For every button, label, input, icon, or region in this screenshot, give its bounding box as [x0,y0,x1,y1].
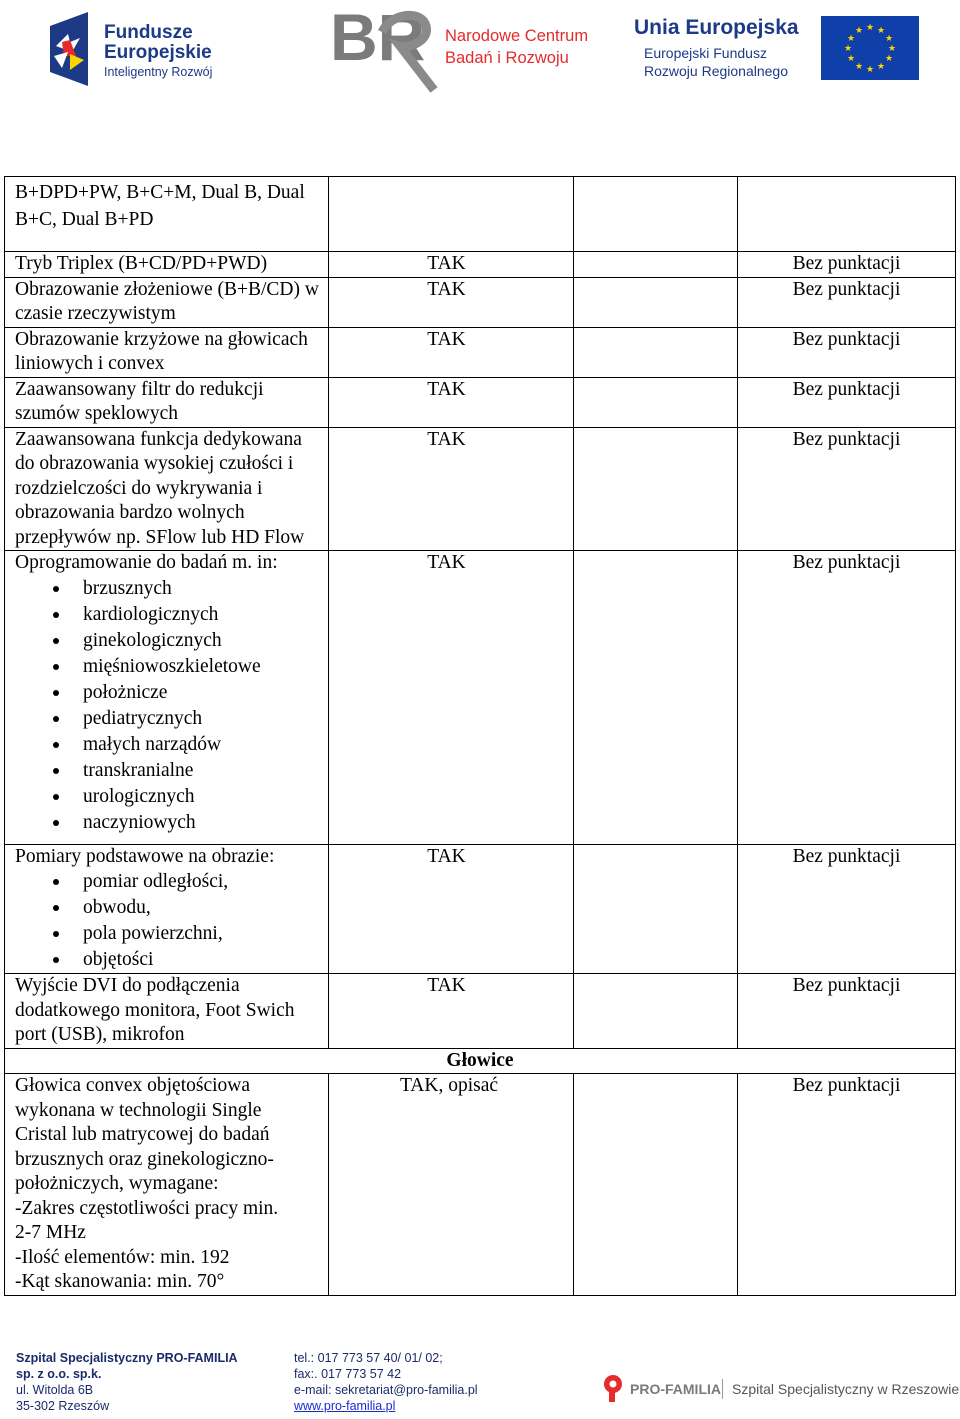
table-row [5,1048,956,1074]
required-cell [329,252,574,278]
probe-line: -Ilość elementów: min. 192 [15,1246,230,1268]
software-list [15,576,324,836]
footer-street: ul. Witolda 6B [16,1383,94,1397]
list-item: pomiar odległości, [15,869,324,895]
probe-line: Cristal lub matrycowej do badań [15,1124,270,1145]
table-row [5,551,956,845]
required-cell [329,427,574,551]
required-value: TAK [427,552,466,573]
list-item: kardiologicznych [15,602,324,628]
required-cell [329,327,574,377]
section-heading: Głowice [446,1049,514,1071]
required-value: TAK [427,278,466,300]
footer-website-link[interactable]: www.pro-familia.pl [294,1399,396,1413]
required-value: TAK [427,845,466,867]
score-cell: Bez punktacji [738,277,956,327]
ue-logo-line2: Europejski Fundusz [644,45,767,61]
offered-cell [574,844,738,974]
bullet-icon [53,716,59,722]
table-row [5,252,956,278]
fe-logo-line3: Inteligentny Rozwój [104,65,213,79]
bullet-icon [53,612,59,618]
list-item: ginekologicznych [15,628,324,654]
bullet-icon [53,905,59,911]
bullet-icon [53,794,59,800]
table-row [5,327,956,377]
probe-line: -Kąt skanowania: min. 70° [15,1271,225,1292]
table-row [5,177,956,252]
required-value: TAK [427,328,466,350]
param-cell: Zaawansowana funkcja dedykowana do obrazowania wysokiej czułości i rozdzielczości do wykrywania i obrazowania bardzo wolnych przepływów np. SFlow lub HD Flow [5,427,329,551]
footer-tel: tel.: 017 773 57 40/ 01/ 02; [294,1351,443,1365]
list-item: położnicze [15,680,324,706]
logo-divider [722,1379,723,1399]
required-value: TAK [427,378,466,400]
svg-text:★: ★ [854,62,864,72]
svg-text:★: ★ [846,54,856,64]
svg-text:★: ★ [846,34,856,44]
bullet-icon [53,931,59,937]
score-cell: Bez punktacji [738,252,956,278]
fundusze-europejskie-logo [50,12,240,87]
param-cell: Zaawansowany filtr do redukcji szumów speklowych [5,377,329,427]
required-cell [329,1074,574,1296]
bullet-icon [53,638,59,644]
footer-company-name: Szpital Specjalistyczny PRO-FAMILIA [16,1351,238,1365]
probe-line: -Zakres częstotliwości pracy min. [15,1197,279,1219]
required-cell [329,377,574,427]
probe-line: Głowica convex objętościowa [15,1075,251,1096]
score-cell: Bez punktacji [738,844,956,974]
bullet-icon [53,742,59,748]
list-item: brzusznych [15,576,324,602]
score-cell: Bez punktacji [738,974,956,1049]
empty-cell [738,177,956,252]
fe-logo-line2: Europejskie [104,42,212,63]
param-cell [5,551,329,845]
list-item: objętości [15,947,324,973]
eu-flag-icon [821,16,919,80]
param-cell [5,844,329,974]
svg-text:★: ★ [884,54,894,64]
ncbr-logo-line1: Narodowe Centrum [445,27,589,45]
offered-cell [574,1074,738,1296]
svg-text:★: ★ [876,26,886,36]
probe-line: brzusznych oraz ginekologiczno- [15,1148,274,1170]
footer-fax: fax:. 017 773 57 42 [294,1367,402,1381]
bullet-icon [53,690,59,696]
offered-cell [574,252,738,278]
table-row [5,377,956,427]
svg-text:★: ★ [887,44,897,54]
footer-email[interactable]: e-mail: sekretariat@pro-familia.pl [294,1383,478,1397]
svg-text:★: ★ [865,23,875,33]
pro-familia-brand: PRO-FAMILIA [630,1381,721,1397]
page-header [0,0,960,100]
param-cell: Obrazowanie krzyżowe na głowicach liniowych i convex [5,327,329,377]
svg-text:★: ★ [884,34,894,44]
list-item: mięśniowoszkieletowe [15,654,324,680]
page-footer [0,1345,960,1419]
pro-familia-logo-mark [598,1373,628,1403]
list-item: naczyniowych [15,810,324,836]
footer-company-form: sp. z o.o. sp.k. [16,1367,102,1381]
score-cell: Bez punktacji [738,377,956,427]
svg-text:★: ★ [865,65,875,75]
list-item: małych narządów [15,732,324,758]
bullet-icon [53,957,59,963]
software-heading: Oprogramowanie do badań m. in: [15,552,278,573]
ue-logo-line3: Rozwoju Regionalnego [644,63,788,79]
required-cell [329,551,574,845]
score-cell: Bez punktacji [738,427,956,551]
table-row [5,1074,956,1296]
list-item: transkranialne [15,758,324,784]
offered-cell [574,277,738,327]
measurements-list [15,869,324,973]
list-item: pediatrycznych [15,706,324,732]
ncbr-logo-line2: Badań i Rozwoju [445,49,569,67]
list-item: urologicznych [15,784,324,810]
offered-cell [574,327,738,377]
svg-text:★: ★ [854,26,864,36]
footer-contact [294,1350,478,1414]
offered-cell [574,427,738,551]
fe-logo-mark [50,12,98,86]
section-heading-cell [5,1048,956,1074]
ncbr-logo [330,2,589,94]
footer-city: 35-302 Rzeszów [16,1399,110,1413]
required-cell [329,974,574,1049]
probe-line: wykonana w technologii Single [15,1099,262,1121]
score-cell: Bez punktacji [738,1074,956,1296]
pro-familia-logo [598,1373,958,1403]
required-cell [329,844,574,974]
score-cell: Bez punktacji [738,327,956,377]
probe-line: 2-7 MHz [15,1222,86,1243]
param-cell [5,1074,329,1296]
list-item: obwodu, [15,895,324,921]
unia-europejska-logo [632,14,922,84]
param-cell: Wyjście DVI do podłączenia dodatkowego monitora, Foot Swich port (USB), mikrofon [5,974,329,1049]
bullet-icon [53,664,59,670]
table-row [5,974,956,1049]
required-cell [329,277,574,327]
fe-logo-line1: Fundusze [104,22,193,43]
bullet-icon [53,879,59,885]
pro-familia-tagline: Szpital Specjalistyczny w Rzeszowie [732,1381,960,1397]
measurements-heading: Pomiary podstawowe na obrazie: [15,845,275,867]
probe-line: położniczych, wymagane: [15,1173,219,1194]
required-value: TAK [427,253,466,274]
specification-table [4,176,956,1296]
param-cell: Tryb Triplex (B+CD/PD+PWD) [5,252,329,278]
svg-text:★: ★ [843,44,853,54]
required-value: TAK, opisać [399,1075,499,1096]
required-value: TAK [427,428,466,450]
bullet-icon [53,586,59,592]
bullet-icon [53,768,59,774]
ncbr-logo-b: BR [330,2,426,74]
ue-logo-line1: Unia Europejska [634,16,799,39]
table-row [5,427,956,551]
table-row [5,844,956,974]
param-cell: Obrazowanie złożeniowe (B+B/CD) w czasie rzeczywistym [5,277,329,327]
footer-address [16,1350,238,1414]
list-item: pola powierzchni, [15,921,324,947]
score-cell: Bez punktacji [738,551,956,845]
empty-cell [574,177,738,252]
table-row [5,277,956,327]
svg-text:★: ★ [876,62,886,72]
empty-cell [329,177,574,252]
offered-cell [574,377,738,427]
offered-cell [574,974,738,1049]
offered-cell [574,551,738,845]
bullet-icon [53,820,59,826]
required-value: TAK [427,975,466,996]
ncbr-logo-mark [330,2,445,94]
param-cell: B+DPD+PW, B+C+M, Dual B, Dual B+C, Dual B+PD [5,177,329,252]
